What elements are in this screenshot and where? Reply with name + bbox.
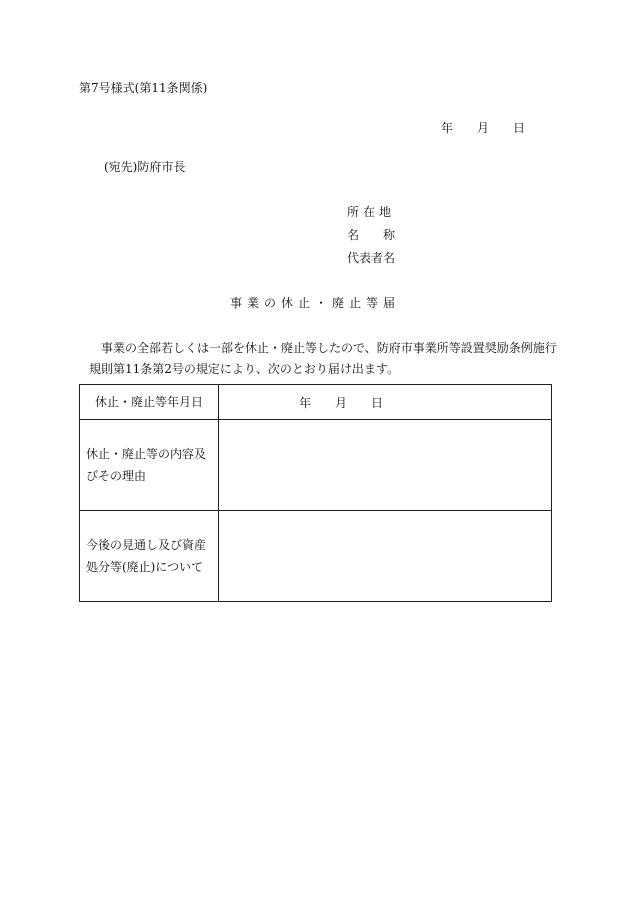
outlook-label: 今後の見通し及び資産処分等(廃止)について [80,511,219,602]
reason-label: 休止・廃止等の内容及びその理由 [80,420,219,511]
suspension-date-label: 休止・廃止等年月日 [80,385,219,420]
body-line-2: 規則第11条第2号の規定により、次のとおり届け出ます。 [89,362,399,376]
addressee: (宛先)防府市長 [104,160,186,174]
body-line-1: 事業の全部若しくは一部を休止・廃止等したので、防府市事業所等設置奨励条例施行 [101,341,557,355]
address-label: 所在地 [347,205,396,219]
outlook-field[interactable] [219,511,552,602]
notification-table [79,384,552,602]
body-paragraph [79,338,559,380]
submission-date: 年 月 日 [441,121,526,135]
table-row [80,385,552,420]
reason-field[interactable] [219,420,552,511]
form-number: 第7号様式(第11条関係) [79,81,208,95]
name-label: 名 称 [347,228,396,242]
suspension-date-field[interactable]: 年 月 日 [219,385,552,420]
document-title: 事業の休止・廃止等届 [229,296,400,310]
representative-label: 代表者名 [347,251,396,265]
table-row [80,420,552,511]
table-row [80,511,552,602]
